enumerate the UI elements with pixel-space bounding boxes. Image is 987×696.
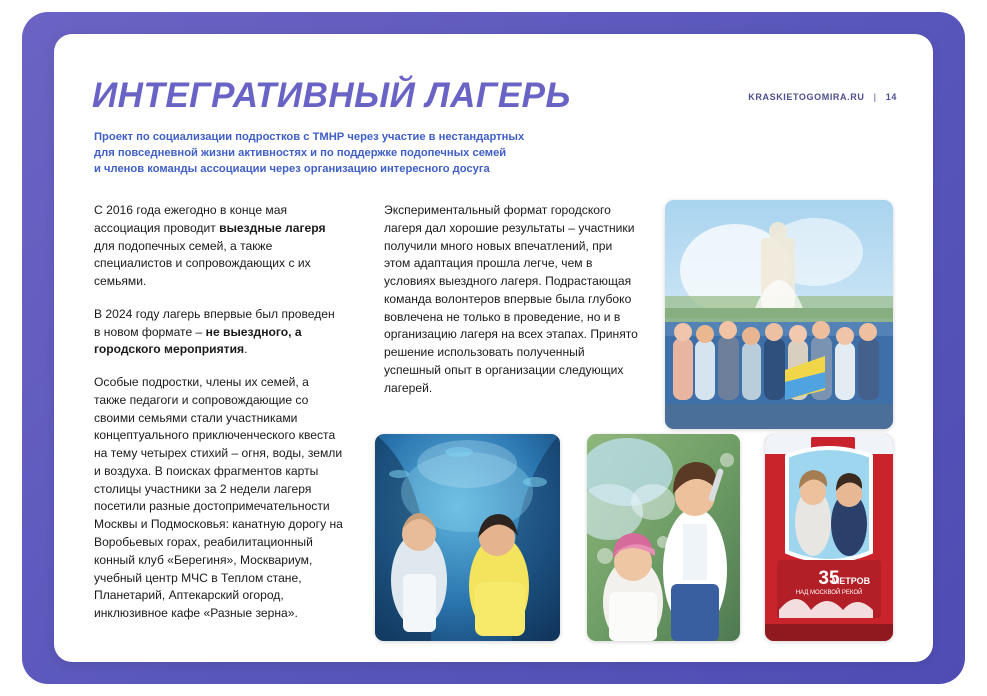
paragraph-4: Экспериментальный формат городского лагеря дал хорошие результаты – участники получили много новых впечатлений, при этом адаптация прошла легче, чем в условиях выездного лагеря. Подрастающая команда волонтеров впервые была глубоко вовлечена не только в проведение, но и в организацию лагеря на всех этапах. Принято решение использовать полученный успешный опыт в организации следующих лагерей.	[384, 203, 638, 395]
subtitle-line-3: и членов команды ассоциации через организацию интересного досуга	[94, 162, 490, 175]
subtitle-block	[94, 130, 654, 178]
paragraph-2-part-2: .	[244, 342, 248, 357]
photo-cable-car-cabin	[765, 434, 893, 641]
subtitle-line-2: для повседневной жизни активностях и по поддержке подопечных семей	[94, 146, 507, 159]
slide-frame	[22, 12, 965, 684]
paragraph-2-part-1: В 2024 году лагерь впервые был проведен в новом формате –	[94, 306, 335, 339]
paragraph-3: Особые подростки, члены их семей, а также педагоги и сопровождающие со своими семьями стали участниками концептуального приключенческого квеста на тему четырех стихий – огня, воды, земли и воздуха. В поисках фрагментов карты столицы участники за 2 недели лагеря посетили разные достопримечательности Москвы и Подмосковья: канатную дорогу на Воробьевых горах, реабилитационный конный клуб «Берегиня», Москвариум, учебный центр МЧС в Теплом стане, Планетарий, Аптекарский огород, инклюзивное кафе «Разные зерна».	[94, 375, 343, 621]
photo-group-fountain-image	[665, 200, 893, 429]
photo-cable-car-cabin-image	[765, 434, 893, 641]
page-meta	[748, 92, 897, 102]
body-text-middle-column	[384, 202, 639, 397]
slide-page	[54, 34, 933, 662]
svg-text:МЕТРОВ: МЕТРОВ	[831, 576, 871, 586]
svg-text:НАД МОСКВОЙ РЕКОЙ: НАД МОСКВОЙ РЕКОЙ	[795, 590, 863, 596]
photo-soap-bubbles	[587, 434, 740, 641]
paragraph-1-part-2: для подопечных семей, а также специалистов и сопровождающих с их семьями.	[94, 238, 311, 289]
paragraph-1-part-1: С 2016 года ежегодно в конце мая ассоциация проводит	[94, 203, 288, 235]
paragraph-1	[94, 202, 344, 291]
photo-aquarium-tunnel-image	[375, 434, 560, 641]
page-title: ИНТЕГРАТИВНЫЙ ЛАГЕРЬ	[92, 76, 571, 115]
site-url: KRASKIETOGOMIRA.RU	[748, 92, 865, 102]
photo-aquarium-tunnel	[375, 434, 560, 641]
photo-soap-bubbles-image	[587, 434, 740, 641]
page-number: 14	[885, 92, 897, 102]
paragraph-1-bold: выездные лагеря	[219, 220, 326, 235]
paragraph-2	[94, 306, 344, 359]
svg-text:35: 35	[818, 568, 840, 589]
body-text-left-column	[94, 202, 344, 623]
photo-group-fountain	[665, 200, 893, 429]
paragraph-2-bold: не выездного, а городского мероприятия	[94, 324, 302, 357]
subtitle-line-1: Проект по социализации подростков с ТМНР через участие в нестандартных	[94, 131, 525, 143]
meta-separator: |	[873, 92, 877, 102]
